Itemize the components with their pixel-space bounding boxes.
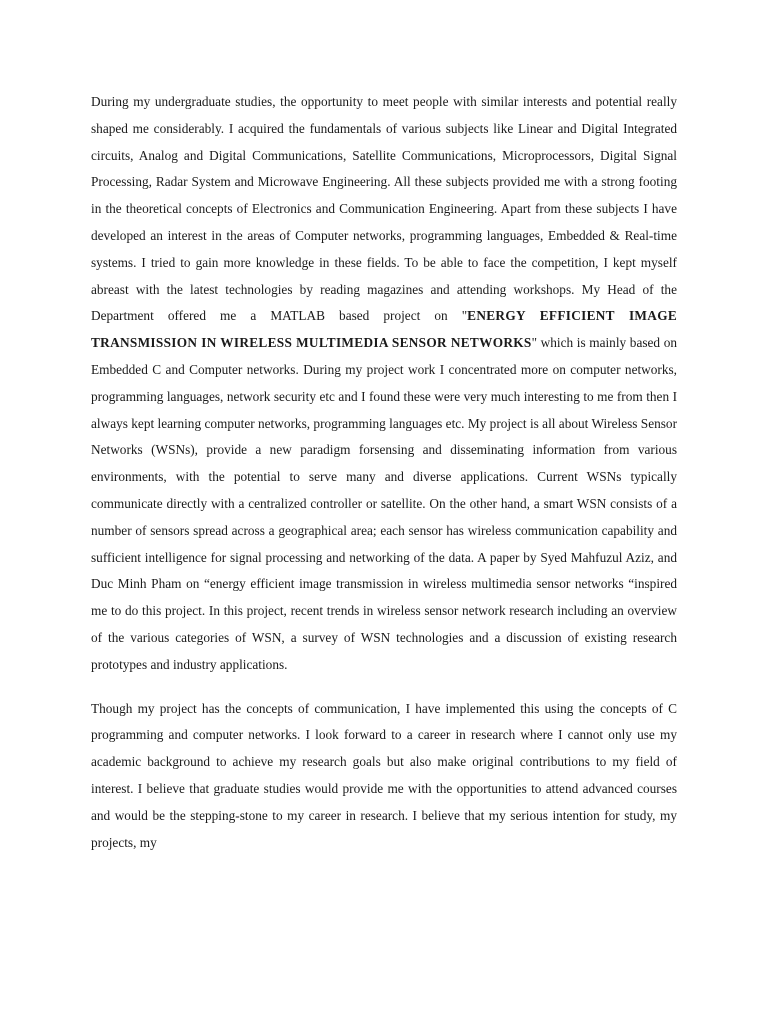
paragraph-text: During my undergraduate studies, the opportunity to meet people with similar interests and potential really shaped me considerably. I acquired the fundamentals of various subjects like Linear and Digital Integrated circuits, Analog and Digital Communications, Satellite Communications, Microprocessors, Digital Signal Processing, Radar System and Microwave Engineering. All these subjects provided me with a strong footing in the theoretical concepts of Electronics and Communication Engineering. Apart from these subjects I have developed an interest in the areas of Computer networks, programming languages, Embedded & Real-time systems. I tried to gain more knowledge in these fields. To be able to face the competition, I kept myself abreast with the latest technologies by reading magazines and attending workshops. My Head of the Department offered me a MATLAB based project on " bbox=[91, 94, 677, 324]
document-page bbox=[91, 89, 677, 856]
project-title: ENERGY EFFICIENT IMAGE TRANSMISSION IN WIRELESS MULTIMEDIA SENSOR NETWORKS bbox=[91, 308, 678, 351]
paragraph-research-career: Though my project has the concepts of communication, I have implemented this using the concepts of C programming and computer networks. I look forward to a career in research where I cannot only use my academic background to achieve my research goals but also make original contributions to my field of interest. I believe that graduate studies would provide me with the opportunities to attend advanced courses and would be the stepping-stone to my career in research. I believe that my serious intention for study, my projects, my bbox=[91, 700, 677, 850]
paragraph-text: " which is mainly based on Embedded C and Computer networks. During my project work I concentrated more on computer networks, programming languages, network security etc and I found these were very much interesting to me from then I always kept learning computer networks, programming languages etc. My project is all about Wireless Sensor Networks (WSNs), provide a new paradigm forsensing and disseminating information from various environments, with the potential to serve many and diverse applications. Current WSNs typically communicate directly with a centralized controller or satellite. On the other hand, a smart WSN consists of a number of sensors spread across a geographical area; each sensor has wireless communication capability and sufficient intelligence for signal processing and networking of the data. A paper by Syed Mahfuzul Aziz, and Duc Minh Pham on “energy efficient image transmission in wireless multimedia sensor networks “inspired me to do this project. In this project, recent trends in wireless sensor network research including an overview of the various categories of WSN, a survey of WSN technologies and a discussion of existing research prototypes and industry applications. bbox=[91, 335, 677, 672]
paragraph-undergraduate-studies bbox=[91, 89, 677, 679]
